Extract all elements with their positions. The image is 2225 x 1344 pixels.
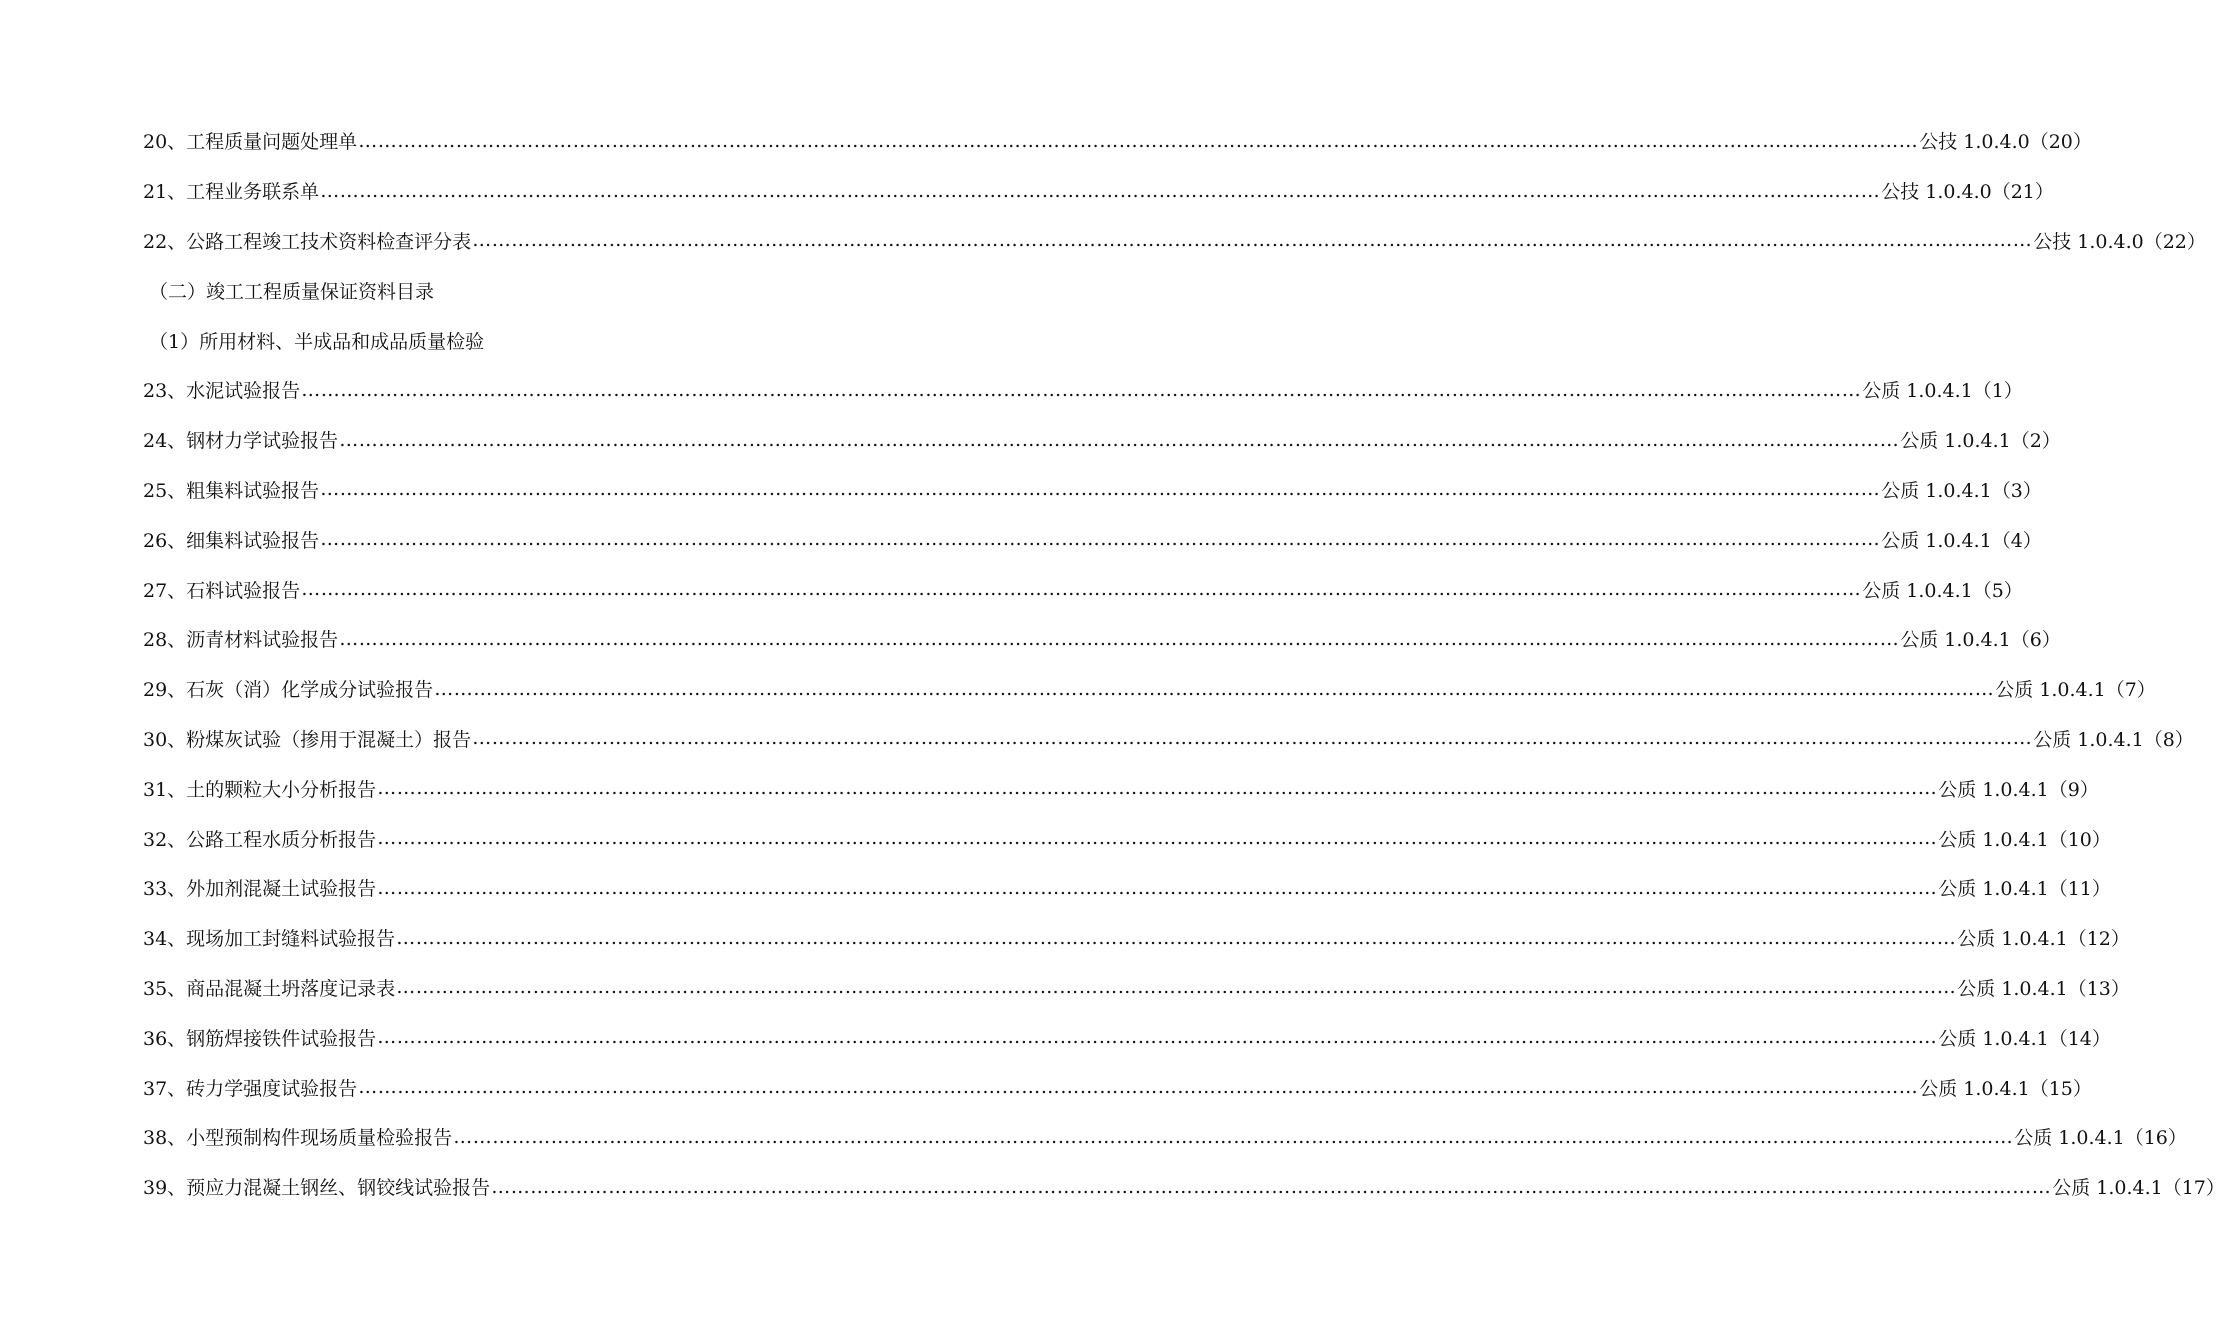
leader-dots: …………………………………………………………………………………………………………………………………………………………………………………………………………………… — [339, 627, 1900, 650]
toc-entry-title: 29、石灰（消）化学成分试验报告 — [143, 679, 434, 702]
leader-dots: …………………………………………………………………………………………………………………………………………………………………………………………………………………… — [377, 1026, 1938, 1049]
toc-entry-title: 20、工程质量问题处理单 — [143, 131, 358, 154]
toc-entry-title: 39、预应力混凝土钢丝、钢铰线试验报告 — [143, 1177, 491, 1200]
leader-dots: …………………………………………………………………………………………………………………………………………………………………………………………………………………… — [320, 179, 1881, 202]
toc-entry — [143, 1112, 2187, 1162]
leader-dots: …………………………………………………………………………………………………………………………………………………………………………………………………………………… — [377, 777, 1938, 800]
toc-entry — [143, 116, 2092, 166]
section-heading — [143, 265, 807, 315]
leader-dots: …………………………………………………………………………………………………………………………………………………………………………………………………………………… — [396, 976, 1957, 999]
toc-entry-title: 24、钢材力学试验报告 — [143, 430, 339, 453]
toc-entry-code: 公质 1.0.4.1（16） — [2014, 1127, 2187, 1150]
leader-dots: …………………………………………………………………………………………………………………………………………………………………………………………………………………… — [434, 677, 1995, 700]
leader-dots: …………………………………………………………………………………………………………………………………………………………………………………………………………………… — [491, 1175, 2052, 1198]
subsection-heading-text: （1）所用材料、半成品和成品质量检验 — [149, 330, 485, 353]
toc-entry-code: 公质 1.0.4.1（12） — [1957, 928, 2130, 951]
toc-entry-code: 公质 1.0.4.1（8） — [2033, 728, 2194, 751]
toc-entry-title: 21、工程业务联系单 — [143, 181, 320, 204]
toc-entry-title: 28、沥青材料试验报告 — [143, 629, 339, 652]
toc-entry — [143, 465, 2042, 515]
toc-entry-code: 公质 1.0.4.1（7） — [1995, 679, 2156, 702]
leader-dots: …………………………………………………………………………………………………………………………………………………………………………………………………………………… — [320, 528, 1881, 551]
toc-entry — [143, 813, 2111, 863]
toc-entry-title: 26、细集料试验报告 — [143, 529, 320, 552]
toc-entry — [143, 1012, 2111, 1062]
leader-dots: …………………………………………………………………………………………………………………………………………………………………………………………………………………… — [301, 378, 1862, 401]
toc-entry — [143, 614, 2061, 664]
toc-entry — [143, 763, 2099, 813]
leader-dots: …………………………………………………………………………………………………………………………………………………………………………………………………………………… — [358, 1076, 1919, 1099]
toc-page — [143, 116, 2225, 1212]
toc-entry — [143, 365, 2023, 415]
toc-entry-title: 23、水泥试验报告 — [143, 380, 301, 403]
leader-dots: …………………………………………………………………………………………………………………………………………………………………………………………………………………… — [377, 827, 1938, 850]
section-heading-text: （二）竣工工程质量保证资料目录 — [149, 280, 435, 303]
toc-entry-title: 27、石料试验报告 — [143, 579, 301, 602]
toc-entry-code: 公质 1.0.4.1（11） — [1938, 878, 2111, 901]
leader-dots: …………………………………………………………………………………………………………………………………………………………………………………………………………………… — [453, 1125, 2014, 1148]
toc-entry — [143, 514, 2042, 564]
toc-entry-title: 31、土的颗粒大小分析报告 — [143, 778, 377, 801]
toc-entry — [143, 963, 2130, 1013]
toc-entry-title: 37、砖力学强度试验报告 — [143, 1077, 358, 1100]
toc-entry-code: 公质 1.0.4.1（4） — [1881, 529, 2042, 552]
toc-entry — [143, 216, 2206, 266]
leader-dots: …………………………………………………………………………………………………………………………………………………………………………………………………………………… — [396, 926, 1957, 949]
subsection-heading — [143, 315, 807, 365]
toc-entry-code: 公质 1.0.4.1（1） — [1862, 380, 2023, 403]
toc-entry-title: 32、公路工程水质分析报告 — [143, 828, 377, 851]
toc-entry-code: 公技 1.0.4.0（22） — [2033, 230, 2206, 253]
leader-dots: …………………………………………………………………………………………………………………………………………………………………………………………………………………… — [339, 428, 1900, 451]
leader-dots: …………………………………………………………………………………………………………………………………………………………………………………………………………………… — [301, 578, 1862, 601]
toc-entry-title: 22、公路工程竣工技术资料检查评分表 — [143, 230, 472, 253]
toc-entry — [143, 166, 2054, 216]
toc-entry-title: 33、外加剂混凝土试验报告 — [143, 878, 377, 901]
leader-dots: …………………………………………………………………………………………………………………………………………………………………………………………………………………… — [472, 727, 2033, 750]
toc-entry-code: 公技 1.0.4.0（21） — [1881, 181, 2054, 204]
toc-entry — [143, 564, 2023, 614]
toc-entry — [143, 1062, 2092, 1112]
toc-entry-title: 34、现场加工封缝料试验报告 — [143, 928, 396, 951]
toc-entry — [143, 1162, 2225, 1212]
toc-entry-code: 公技 1.0.4.0（20） — [1919, 131, 2092, 154]
toc-entry-code: 公质 1.0.4.1（15） — [1919, 1077, 2092, 1100]
leader-dots: …………………………………………………………………………………………………………………………………………………………………………………………………………………… — [472, 229, 2033, 252]
toc-entry-title: 35、商品混凝土坍落度记录表 — [143, 977, 396, 1000]
toc-entry-code: 公质 1.0.4.1（9） — [1938, 778, 2099, 801]
leader-dots: …………………………………………………………………………………………………………………………………………………………………………………………………………………… — [377, 876, 1938, 899]
toc-entry-code: 公质 1.0.4.1（2） — [1900, 430, 2061, 453]
toc-entry-title: 25、粗集料试验报告 — [143, 479, 320, 502]
toc-entry-code: 公质 1.0.4.1（17） — [2052, 1177, 2225, 1200]
toc-entry-code: 公质 1.0.4.1（6） — [1900, 629, 2061, 652]
toc-entry-code: 公质 1.0.4.1（13） — [1957, 977, 2130, 1000]
toc-list — [143, 116, 2225, 1212]
toc-entry-title: 36、钢筋焊接铁件试验报告 — [143, 1027, 377, 1050]
toc-entry-code: 公质 1.0.4.1（5） — [1862, 579, 2023, 602]
toc-entry-code: 公质 1.0.4.1（10） — [1938, 828, 2111, 851]
toc-entry-title: 30、粉煤灰试验（掺用于混凝土）报告 — [143, 728, 472, 751]
toc-entry — [143, 863, 2111, 913]
toc-entry-title: 38、小型预制构件现场质量检验报告 — [143, 1127, 453, 1150]
toc-entry — [143, 415, 2061, 465]
toc-entry — [143, 913, 2130, 963]
toc-entry — [143, 664, 2156, 714]
leader-dots: …………………………………………………………………………………………………………………………………………………………………………………………………………………… — [320, 478, 1881, 501]
leader-dots: …………………………………………………………………………………………………………………………………………………………………………………………………………………… — [358, 129, 1919, 152]
toc-entry-code: 公质 1.0.4.1（3） — [1881, 479, 2042, 502]
toc-entry-code: 公质 1.0.4.1（14） — [1938, 1027, 2111, 1050]
toc-entry — [143, 714, 2194, 764]
